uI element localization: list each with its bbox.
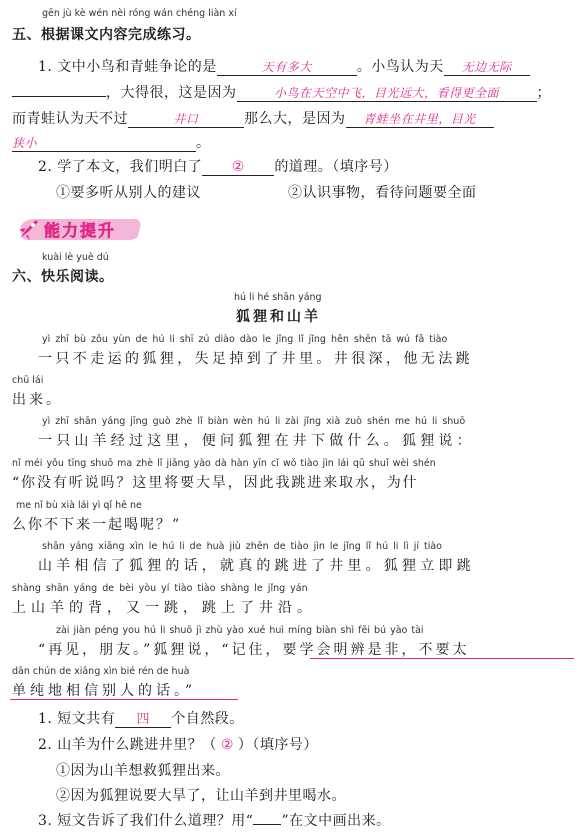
story-line-9: 单纯地相信别人的话。”: [12, 683, 197, 699]
story-pinyin-3: yì zhī shān yáng jīng guò zhè lǐ biàn wèn hú li zài jǐng xià zuò shén me hú li shuō: [42, 416, 466, 427]
blank-lead: [12, 96, 106, 97]
story-pinyin-6: shān yáng xiāng xìn le hú li de huà jiù zhēn de tiào jìn le jǐng lǐ hú li lì jí tiào: [42, 541, 442, 552]
q2-text-2: 的道理。（填序号）: [274, 159, 398, 175]
q1-line3: [12, 108, 494, 128]
q2-option2: ②认识事物，看待问题要全面: [288, 185, 477, 201]
rocket-icon: [16, 216, 42, 242]
s6-q3: [38, 810, 391, 830]
answer-4: 井口: [173, 112, 199, 126]
s6-q2-option1: ①因为山羊想救狐狸出来。: [56, 763, 230, 779]
answer-2: 无边无际: [461, 60, 512, 74]
section5-heading: 五、根据课文内容完成练习。: [12, 27, 201, 43]
story-pinyin-4: nǐ méi yǒu tīng shuō ma zhè lǐ jiāng yào dà hàn yīn cǐ wǒ tiào jìn lái qǔ shuǐ wèi shén: [12, 458, 436, 469]
q1-text-1: 1. 文中小鸟和青蛙争论的是: [38, 59, 217, 75]
story-line-3: 一只山羊经过这里，便问狐狸在井下做什么。狐狸说：: [38, 433, 475, 449]
story-line-2: 出来。: [12, 392, 63, 408]
answer-blank-5: [346, 110, 494, 128]
section6-pinyin: kuài lè yuè dú: [42, 252, 109, 263]
q1-text-3: ，大得很，这是因为: [106, 85, 237, 101]
s6-q2: [38, 734, 318, 754]
s6-q1: [38, 708, 244, 728]
s6-q2-option2: ②因为狐狸说要大旱了，让山羊到井里喝水。: [56, 788, 346, 804]
answer-6: ②: [231, 159, 245, 175]
s6-answer-blank-1: [115, 708, 171, 728]
answer-blank-3: [237, 84, 537, 102]
banner-label: 能力提升: [44, 221, 117, 240]
q1-line2: [12, 82, 551, 102]
s6-q3-text-1: 3. 短文告诉了我们什么道理？用“: [38, 813, 254, 829]
story-line-4: “你没有听说吗？这里将要大旱，因此我跳进来取水，为什: [12, 475, 419, 491]
q2-option1: ①要多听从别人的建议: [56, 185, 201, 201]
answer-5-cont: 狭小: [12, 136, 38, 150]
s6-answer-2: ②: [220, 737, 234, 753]
answer-5: 青蛙坐在井里，目光: [363, 112, 476, 126]
answer-blank-1: [217, 58, 357, 76]
story-line-1: 一只不走运的狐狸，失足掉到了井里。井很深，他无法跳: [38, 351, 473, 367]
story-line-5: 么你不下来一起喝呢？”: [12, 517, 182, 533]
q2-text-1: 2. 学了本文，我们明白了: [38, 159, 203, 175]
story-pinyin-7: shàng shān yáng de bèi yòu yí tiào tiào shàng le jǐng yán: [12, 583, 308, 594]
story-title-pinyin: hú li hé shān yáng: [234, 292, 322, 303]
story-pinyin-8: zài jiàn péng you hú li shuō jì zhù yào xué huì míng biàn shì fēi bú yào tài: [56, 625, 424, 636]
s6-q2-text-2: ）（填序号）: [237, 737, 318, 753]
story-title: 狐狸和山羊: [236, 309, 321, 325]
story-pinyin-5: me nǐ bù xià lái yì qǐ hē ne: [16, 500, 142, 511]
story-line-6: 山羊相信了狐狸的话，就真的跳进了井里。狐狸立即跳: [38, 558, 475, 574]
s6-q1-text-2: 个自然段。: [171, 711, 244, 727]
answer-3: 小鸟在天空中飞，目光远大，看得更全面: [273, 86, 499, 100]
ability-banner: [12, 216, 146, 242]
q1-text-7: 。: [196, 135, 211, 151]
answer-blank-2: [444, 58, 530, 76]
q2-line1: [38, 156, 398, 176]
section5-pinyin: gēn jù kè wén nèi róng wán chéng liàn xí: [42, 8, 237, 19]
answer-blank-6: [202, 159, 274, 176]
s6-q3-text-2: ”在文中画出来。: [281, 813, 391, 829]
story-line-7: 上山羊的背，又一跳，跳上了井沿。: [12, 600, 316, 616]
story-pinyin-9: dān chún de xiāng xìn bié rén de huà: [12, 666, 190, 677]
q1-text-4: ；: [536, 85, 551, 101]
story-line-8: “再见，朋友。”狐狸说，“记住，要学会明辨是非，不要太: [38, 642, 470, 658]
q1-text-5: 而青蛙认为天不过: [12, 111, 128, 127]
story-pinyin-2: chū lái: [12, 375, 44, 386]
s6-answer-1: 四: [136, 712, 151, 727]
story-pinyin-1: yì zhī bù zǒu yùn de hú li shī zú diào dào le jǐng lǐ jǐng hěn shēn tā wú fǎ tiào: [42, 334, 448, 345]
underline-sample: [253, 824, 281, 825]
q1-line4: [12, 132, 211, 152]
answer-underline-2: [10, 699, 238, 700]
answer-blank-4: [128, 110, 244, 128]
answer-1: 天有多大: [261, 60, 312, 74]
section6-heading: 六、快乐阅读。: [12, 269, 114, 285]
answer-blank-5b: [12, 134, 196, 152]
q1-text-6: 那么大，是因为: [244, 111, 346, 127]
answer-underline-1: [310, 658, 574, 659]
s6-q2-text-1: 2. 山羊为什么跳进井里？（: [38, 737, 217, 753]
q1-text-2: 。小鸟认为天: [356, 59, 444, 75]
s6-q1-text-1: 1. 短文共有: [38, 711, 116, 727]
q1-line1: [38, 56, 530, 76]
